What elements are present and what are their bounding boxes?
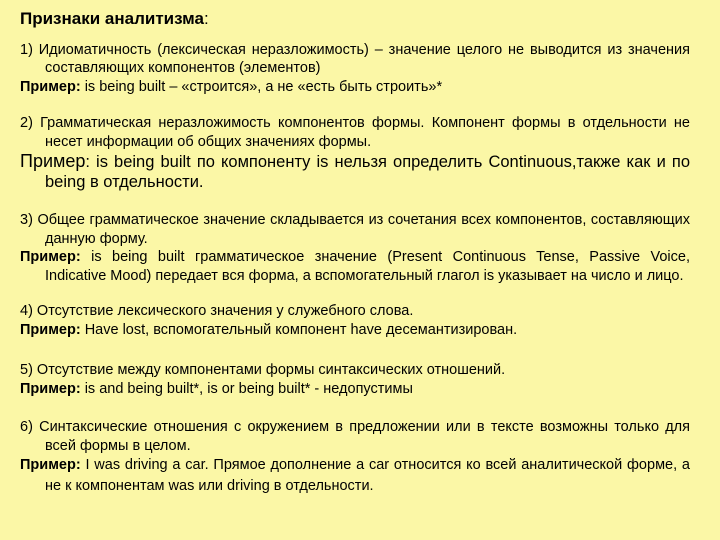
feature-6 — [20, 418, 690, 497]
feature-5-text: 5) Отсутствие между компонентами формы синтаксических отношений. — [20, 362, 506, 378]
example-label: Пример: — [20, 78, 81, 95]
feature-4-text: 4) Отсутствие лексического значения у служебного слова. — [20, 303, 414, 319]
example-text: I was driving a car. Прямое дополнение a car относится ко всей аналитической форме, а не к компонентам was или driving в отдельности. — [45, 457, 690, 494]
example-text: is being built грамматическое значение (Present Continuous Tense, Passive Voice, Indicative Mood) передает вся форма, а вспомогательный глагол is указывает на число и лицо. — [45, 249, 690, 284]
example-text: Have lost, вспомогательный компонент have десемантизирован. — [80, 321, 518, 338]
feature-2-text: 2) Грамматическая неразложимость компонентов формы. Компонент формы в отдельности не несет информации об общих значениях формы. — [20, 115, 690, 150]
feature-5 — [20, 361, 690, 398]
feature-2-example — [20, 151, 690, 192]
feature-1-text: 1) Идиоматичность (лексическая неразложимость) – значение целого не выводится из значения составляющих компонентов (элементов) — [20, 41, 690, 76]
slide-title — [20, 10, 690, 29]
example-text: is being built – «строится», а не «есть быть строить»* — [80, 78, 443, 95]
title-text: Признаки аналитизма — [20, 9, 204, 28]
example-label: Пример: — [20, 457, 81, 473]
feature-4 — [20, 302, 690, 339]
feature-1-example — [20, 78, 690, 97]
example-label: Пример — [20, 151, 86, 171]
feature-6-text: 6) Синтаксические отношения с окружением в предложении или в тексте возможны только для всей формы в целом. — [20, 419, 690, 454]
feature-6-example — [20, 455, 690, 497]
feature-5-example — [20, 380, 690, 399]
example-label: Пример: — [20, 380, 81, 397]
title-colon: : — [203, 9, 209, 28]
feature-2 — [20, 114, 690, 192]
example-text: is and being built*, is or being built* - недопустимы — [80, 380, 413, 397]
example-label: Пример: — [20, 321, 81, 338]
feature-3 — [20, 211, 690, 285]
feature-4-example — [20, 321, 690, 340]
feature-3-example — [20, 248, 690, 285]
example-text: : is being built по компоненту is нельзя определить Continuous,также как и по being в отдельности. — [45, 153, 690, 191]
feature-3-text: 3) Общее грамматическое значение складывается из сочетания всех компонентов, составляющих данную форму. — [20, 212, 690, 247]
feature-1 — [20, 41, 690, 97]
example-label: Пример: — [20, 249, 81, 265]
